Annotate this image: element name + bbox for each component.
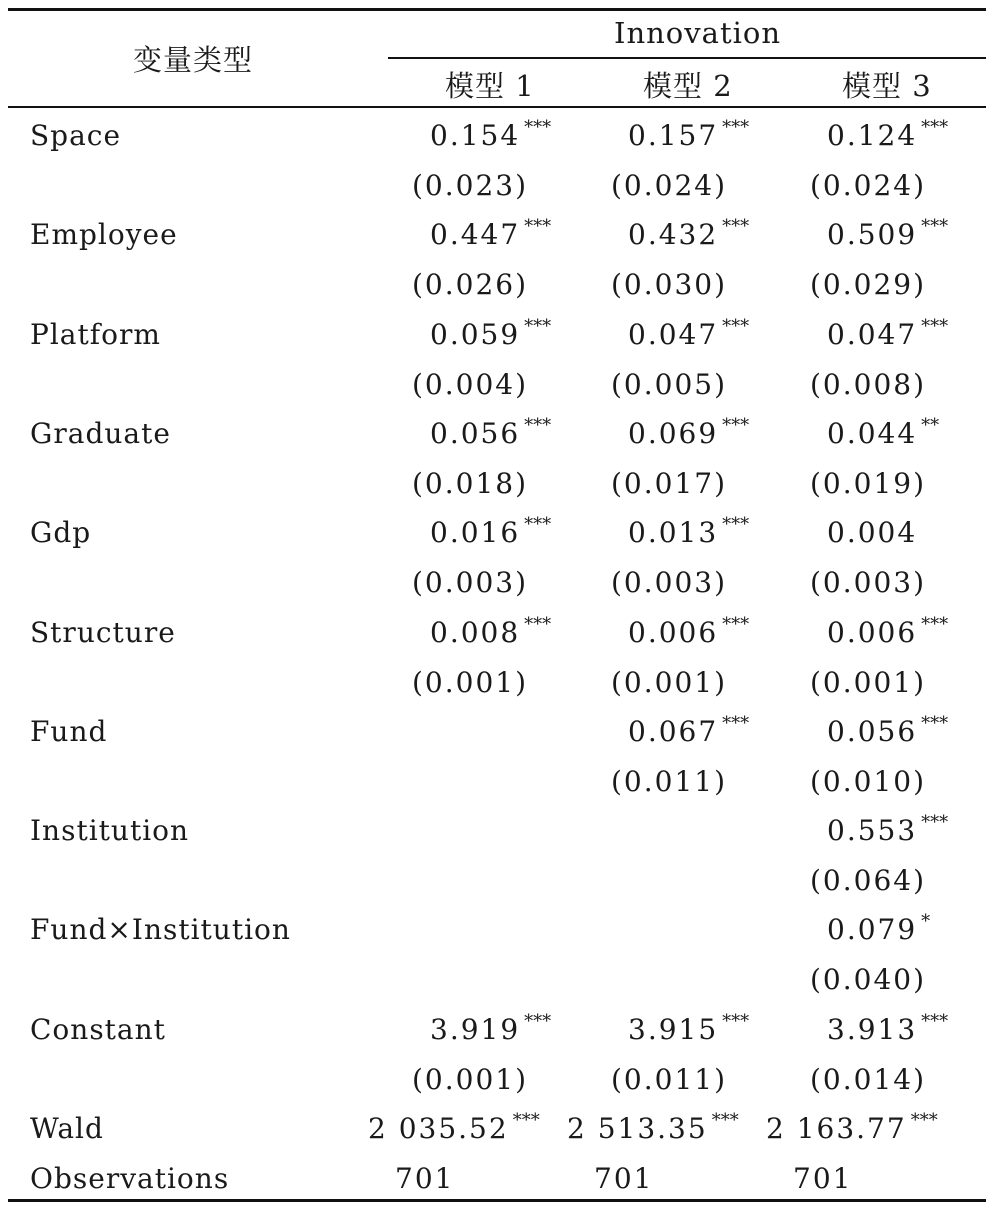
coefficient bbox=[827, 613, 948, 657]
standard-error: (0.001) bbox=[412, 1062, 529, 1096]
significance-stars: *** bbox=[524, 117, 552, 138]
significance-stars: *** bbox=[722, 514, 750, 536]
table-row bbox=[0, 215, 992, 302]
significance-stars: *** bbox=[722, 1010, 750, 1032]
significance-stars: ** bbox=[921, 414, 940, 436]
wald-statistic bbox=[766, 1109, 938, 1153]
coefficient-value: 3.919 bbox=[430, 1012, 521, 1046]
significance-stars: *** bbox=[921, 315, 949, 337]
variable-type-header: 变量类型 bbox=[133, 43, 254, 77]
coefficient bbox=[827, 712, 948, 756]
coefficient-value: 0.004 bbox=[827, 516, 918, 550]
significance-stars: *** bbox=[722, 712, 750, 734]
coefficient bbox=[628, 315, 749, 359]
variable-label: Space bbox=[30, 119, 122, 152]
coefficient-value: 0.447 bbox=[430, 218, 521, 252]
coefficient bbox=[430, 513, 551, 557]
standard-error: (0.011) bbox=[611, 764, 728, 798]
wald-statistic bbox=[368, 1109, 540, 1153]
bottom-rule bbox=[8, 1199, 986, 1202]
coefficient bbox=[827, 1010, 948, 1054]
standard-error: (0.003) bbox=[611, 566, 728, 600]
observations-label: Observations bbox=[30, 1162, 230, 1195]
coefficient-value: 0.047 bbox=[628, 317, 719, 351]
coefficient bbox=[430, 1010, 551, 1054]
coefficient-value: 0.059 bbox=[430, 317, 521, 351]
standard-error: (0.014) bbox=[810, 1062, 927, 1096]
significance-stars: *** bbox=[722, 117, 750, 138]
significance-stars: * bbox=[921, 911, 931, 933]
standard-error: (0.023) bbox=[412, 169, 529, 202]
standard-error: (0.024) bbox=[810, 169, 927, 202]
coefficient bbox=[827, 116, 948, 160]
table-row bbox=[0, 1010, 992, 1096]
variable-label: Gdp bbox=[30, 516, 92, 550]
coefficient bbox=[430, 613, 551, 657]
coefficient-value: 0.006 bbox=[628, 615, 719, 649]
wald-statistic bbox=[567, 1109, 739, 1153]
variable-label: Constant bbox=[30, 1012, 166, 1046]
coefficient-value: 0.047 bbox=[827, 317, 918, 351]
variable-label: Platform bbox=[30, 317, 161, 351]
observations-value: 701 bbox=[395, 1162, 455, 1195]
coefficient bbox=[628, 215, 749, 259]
coefficient bbox=[628, 116, 749, 160]
standard-error: (0.030) bbox=[611, 268, 728, 302]
coefficient bbox=[827, 315, 948, 359]
wald-value: 2 163.77 bbox=[766, 1112, 907, 1145]
standard-error: (0.019) bbox=[810, 466, 927, 500]
significance-stars: *** bbox=[512, 1110, 540, 1131]
table-row bbox=[0, 712, 992, 798]
significance-stars: *** bbox=[524, 613, 552, 635]
significance-stars: *** bbox=[524, 1010, 552, 1032]
coefficient-value: 0.067 bbox=[628, 714, 719, 748]
standard-error: (0.010) bbox=[810, 764, 927, 798]
significance-stars: *** bbox=[722, 315, 750, 337]
variable-label: Institution bbox=[30, 814, 190, 848]
standard-error: (0.040) bbox=[810, 963, 927, 997]
significance-stars: *** bbox=[910, 1110, 938, 1131]
table-row bbox=[0, 414, 992, 500]
standard-error: (0.001) bbox=[611, 665, 728, 699]
observations-value: 701 bbox=[594, 1162, 654, 1195]
significance-stars: *** bbox=[722, 216, 750, 238]
significance-stars: *** bbox=[711, 1110, 739, 1131]
variable-label: Structure bbox=[30, 615, 176, 649]
coefficient-value: 0.509 bbox=[827, 218, 918, 252]
model-1-header: 模型 1 bbox=[445, 69, 535, 103]
coefficient-value: 0.013 bbox=[628, 516, 719, 550]
coefficient-value: 3.913 bbox=[827, 1012, 918, 1046]
coefficient-value: 0.124 bbox=[827, 119, 918, 152]
coefficient bbox=[628, 513, 749, 557]
coefficient bbox=[628, 613, 749, 657]
coefficient bbox=[628, 1010, 749, 1054]
coefficient bbox=[827, 811, 948, 855]
standard-error: (0.029) bbox=[810, 268, 927, 302]
coefficient-value: 0.553 bbox=[827, 814, 918, 848]
coefficient bbox=[827, 910, 930, 954]
standard-error: (0.001) bbox=[412, 665, 529, 699]
wald-label: Wald bbox=[30, 1112, 104, 1145]
variable-label: Graduate bbox=[30, 416, 171, 450]
standard-error: (0.011) bbox=[611, 1062, 728, 1096]
coefficient bbox=[827, 215, 948, 259]
coefficient bbox=[430, 414, 551, 458]
table-row bbox=[0, 116, 992, 202]
significance-stars: *** bbox=[921, 712, 949, 734]
coefficient-value: 0.016 bbox=[430, 516, 521, 550]
coefficient bbox=[628, 414, 749, 458]
coefficient bbox=[628, 712, 749, 756]
standard-error: (0.005) bbox=[611, 367, 728, 401]
coefficient-value: 0.056 bbox=[827, 714, 918, 748]
significance-stars: *** bbox=[921, 812, 949, 834]
coefficient-value: 0.079 bbox=[827, 913, 918, 947]
significance-stars: *** bbox=[722, 414, 750, 436]
significance-stars: *** bbox=[921, 1010, 949, 1032]
standard-error: (0.003) bbox=[412, 566, 529, 600]
wald-value: 2 513.35 bbox=[567, 1112, 708, 1145]
coefficient-value: 0.432 bbox=[628, 218, 719, 252]
coefficient-value: 0.044 bbox=[827, 416, 918, 450]
observations-value: 701 bbox=[793, 1162, 853, 1195]
standard-error: (0.004) bbox=[412, 367, 529, 401]
model-3-header: 模型 3 bbox=[842, 69, 932, 103]
coefficient-value: 0.069 bbox=[628, 416, 719, 450]
significance-stars: *** bbox=[921, 216, 949, 238]
coefficient-value: 0.006 bbox=[827, 615, 918, 649]
table-row bbox=[0, 315, 992, 401]
standard-error: (0.017) bbox=[611, 466, 728, 500]
table-row bbox=[0, 513, 992, 600]
variable-label: Fund×Institution bbox=[30, 913, 291, 947]
significance-stars: *** bbox=[524, 414, 552, 436]
coefficient bbox=[430, 116, 551, 160]
standard-error: (0.064) bbox=[810, 864, 927, 898]
coefficient-value: 0.056 bbox=[430, 416, 521, 450]
standard-error: (0.018) bbox=[412, 466, 529, 500]
coefficient-value: 0.154 bbox=[430, 119, 521, 152]
variable-label: Employee bbox=[30, 218, 178, 252]
table-row bbox=[0, 811, 992, 898]
coefficient-value: 3.915 bbox=[628, 1012, 719, 1046]
coefficient-value: 0.008 bbox=[430, 615, 521, 649]
standard-error: (0.001) bbox=[810, 665, 927, 699]
standard-error: (0.026) bbox=[412, 268, 529, 302]
variable-label: Fund bbox=[30, 714, 108, 748]
wald-row bbox=[0, 1109, 992, 1159]
innovation-header: Innovation bbox=[614, 16, 782, 50]
standard-error: (0.003) bbox=[810, 566, 927, 600]
standard-error: (0.008) bbox=[810, 367, 927, 401]
wald-value: 2 035.52 bbox=[368, 1112, 509, 1145]
significance-stars: *** bbox=[524, 216, 552, 238]
significance-stars: *** bbox=[921, 117, 949, 138]
significance-stars: *** bbox=[524, 514, 552, 536]
significance-stars: *** bbox=[722, 613, 750, 635]
significance-stars: *** bbox=[524, 315, 552, 337]
table-row bbox=[0, 910, 992, 997]
coefficient bbox=[827, 414, 939, 458]
table-row bbox=[0, 613, 992, 699]
significance-stars: *** bbox=[921, 613, 949, 635]
coefficient-value: 0.157 bbox=[628, 119, 719, 152]
coefficient bbox=[827, 513, 917, 553]
model-2-header: 模型 2 bbox=[643, 69, 733, 103]
coefficient bbox=[430, 315, 551, 359]
coefficient bbox=[430, 215, 551, 259]
standard-error: (0.024) bbox=[611, 169, 728, 202]
